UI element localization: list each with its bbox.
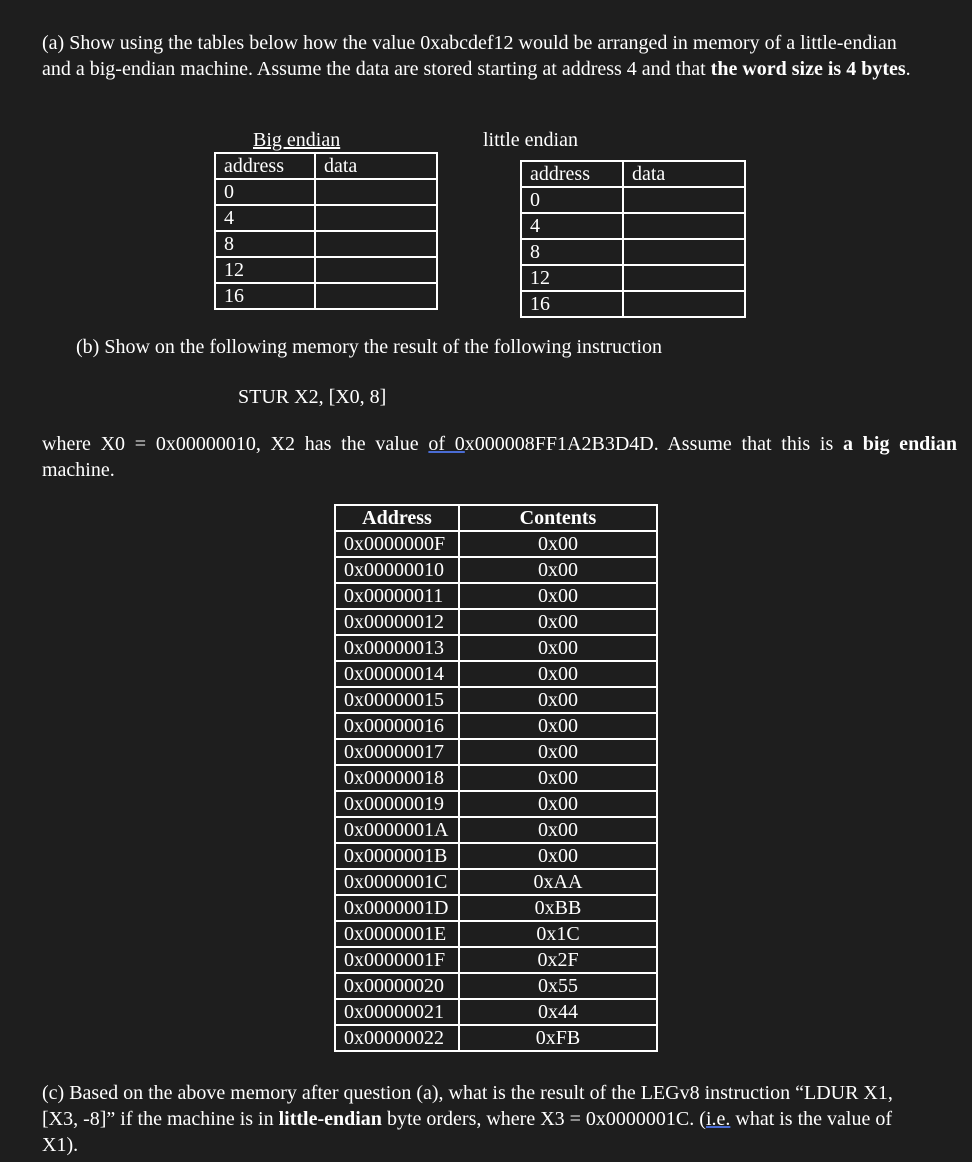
table-row xyxy=(521,291,745,317)
address-cell: 16 xyxy=(215,283,315,309)
table-row xyxy=(335,713,657,739)
table-row xyxy=(335,687,657,713)
question-c-bold: little-endian xyxy=(278,1108,382,1130)
table-row xyxy=(335,843,657,869)
question-a-text: (a) Show using the tables below how the value 0xabcdef12 would be arranged in memory of a little-endian and a big-endian machine. Assume the data are stored starting at address 4 and that xyxy=(42,32,897,80)
question-a xyxy=(42,30,922,82)
question-c-text: (c) Based on the above memory after question (a), what is the result of the LEGv8 instruction “LDUR X1, [X3, -8]” if the machine is in xyxy=(42,1082,893,1130)
table-row xyxy=(335,1025,657,1051)
data-cell[interactable] xyxy=(315,205,437,231)
contents-cell: 0x00 xyxy=(459,817,657,843)
address-cell: 0x00000018 xyxy=(335,765,459,791)
table-row xyxy=(215,205,437,231)
contents-cell: 0x00 xyxy=(459,609,657,635)
contents-cell: 0x55 xyxy=(459,973,657,999)
table-row xyxy=(215,179,437,205)
where-value: x000008FF1A2B3D4D. Assume that this is xyxy=(464,433,844,455)
contents-cell: 0xAA xyxy=(459,869,657,895)
instruction-text: STUR X2, [X0, 8] xyxy=(238,386,387,408)
table-row xyxy=(335,583,657,609)
where-bold: a big endian xyxy=(843,433,957,455)
memory-table xyxy=(334,504,658,1052)
where-end: machine. xyxy=(42,459,115,481)
question-b: (b) Show on the following memory the result of the following instruction xyxy=(76,336,663,358)
table-row xyxy=(215,283,437,309)
table-row xyxy=(335,765,657,791)
table-row xyxy=(335,999,657,1025)
address-cell: 0 xyxy=(215,179,315,205)
address-cell: 0x0000000F xyxy=(335,531,459,557)
address-cell: 4 xyxy=(521,213,623,239)
contents-cell: 0x1C xyxy=(459,921,657,947)
address-cell: 0x00000019 xyxy=(335,791,459,817)
where-of-underlined: of 0 xyxy=(428,433,465,455)
table-header-row xyxy=(521,161,745,187)
table-row xyxy=(335,869,657,895)
table-row xyxy=(335,817,657,843)
contents-cell: 0x00 xyxy=(459,557,657,583)
address-cell: 0x0000001E xyxy=(335,921,459,947)
question-c-middle: byte orders, where X3 = 0x0000001C. ( xyxy=(381,1108,706,1130)
contents-cell: 0x00 xyxy=(459,713,657,739)
question-b-where xyxy=(42,431,957,483)
table-row xyxy=(215,257,437,283)
table-row xyxy=(521,187,745,213)
contents-cell: 0x2F xyxy=(459,947,657,973)
data-cell[interactable] xyxy=(623,213,745,239)
address-cell: 0x00000012 xyxy=(335,609,459,635)
data-cell[interactable] xyxy=(623,291,745,317)
contents-cell: 0x00 xyxy=(459,687,657,713)
address-cell: 12 xyxy=(215,257,315,283)
data-header: data xyxy=(315,153,437,179)
address-cell: 0x00000013 xyxy=(335,635,459,661)
contents-cell: 0x00 xyxy=(459,843,657,869)
data-cell[interactable] xyxy=(315,257,437,283)
contents-cell: 0xBB xyxy=(459,895,657,921)
address-header: address xyxy=(521,161,623,187)
data-cell[interactable] xyxy=(315,179,437,205)
big-endian-title: Big endian xyxy=(253,129,341,151)
address-header: address xyxy=(215,153,315,179)
contents-cell: 0x00 xyxy=(459,583,657,609)
table-row xyxy=(335,973,657,999)
table-row xyxy=(335,895,657,921)
address-cell: 0x0000001B xyxy=(335,843,459,869)
contents-cell: 0x00 xyxy=(459,791,657,817)
address-cell: 0x0000001F xyxy=(335,947,459,973)
table-row xyxy=(335,635,657,661)
address-cell: 0x0000001D xyxy=(335,895,459,921)
data-cell[interactable] xyxy=(623,187,745,213)
address-cell: 0x0000001A xyxy=(335,817,459,843)
table-header-row xyxy=(335,505,657,531)
contents-cell: 0x00 xyxy=(459,635,657,661)
address-cell: 0x00000011 xyxy=(335,583,459,609)
question-c xyxy=(42,1080,932,1158)
table-row xyxy=(335,947,657,973)
table-row xyxy=(335,557,657,583)
table-row xyxy=(521,239,745,265)
contents-cell: 0xFB xyxy=(459,1025,657,1051)
table-row xyxy=(335,921,657,947)
address-cell: 0x00000015 xyxy=(335,687,459,713)
address-cell: 0x00000016 xyxy=(335,713,459,739)
address-cell: 0x00000021 xyxy=(335,999,459,1025)
address-cell: 4 xyxy=(215,205,315,231)
contents-cell: 0x44 xyxy=(459,999,657,1025)
where-text: where X0 = 0x00000010, X2 has the value xyxy=(42,433,429,455)
address-cell: 16 xyxy=(521,291,623,317)
data-header: data xyxy=(623,161,745,187)
table-header-row xyxy=(215,153,437,179)
table-row xyxy=(335,661,657,687)
address-cell: 0x00000020 xyxy=(335,973,459,999)
address-cell: 0x00000014 xyxy=(335,661,459,687)
ie-underlined: i.e. xyxy=(705,1108,731,1130)
table-row xyxy=(335,531,657,557)
question-a-bold: the word size is 4 bytes xyxy=(710,58,906,80)
contents-cell: 0x00 xyxy=(459,739,657,765)
table-row xyxy=(335,609,657,635)
table-row xyxy=(521,213,745,239)
address-cell: 0x00000022 xyxy=(335,1025,459,1051)
table-row xyxy=(335,791,657,817)
address-cell: 12 xyxy=(521,265,623,291)
question-a-end: . xyxy=(905,58,911,80)
data-cell[interactable] xyxy=(623,265,745,291)
address-cell: 8 xyxy=(521,239,623,265)
little-endian-title: little endian xyxy=(483,129,578,151)
table-row xyxy=(215,231,437,257)
address-header: Address xyxy=(335,505,459,531)
table-row xyxy=(335,739,657,765)
question-c-end: what is the value of X1). xyxy=(42,1108,892,1156)
data-cell[interactable] xyxy=(315,283,437,309)
little-endian-table xyxy=(520,160,746,318)
address-cell: 8 xyxy=(215,231,315,257)
data-cell[interactable] xyxy=(623,239,745,265)
table-row xyxy=(521,265,745,291)
address-cell: 0 xyxy=(521,187,623,213)
contents-cell: 0x00 xyxy=(459,531,657,557)
address-cell: 0x0000001C xyxy=(335,869,459,895)
address-cell: 0x00000017 xyxy=(335,739,459,765)
contents-cell: 0x00 xyxy=(459,661,657,687)
address-cell: 0x00000010 xyxy=(335,557,459,583)
data-cell[interactable] xyxy=(315,231,437,257)
contents-header: Contents xyxy=(459,505,657,531)
big-endian-table xyxy=(214,152,438,310)
contents-cell: 0x00 xyxy=(459,765,657,791)
memory-table-body xyxy=(335,531,657,1051)
